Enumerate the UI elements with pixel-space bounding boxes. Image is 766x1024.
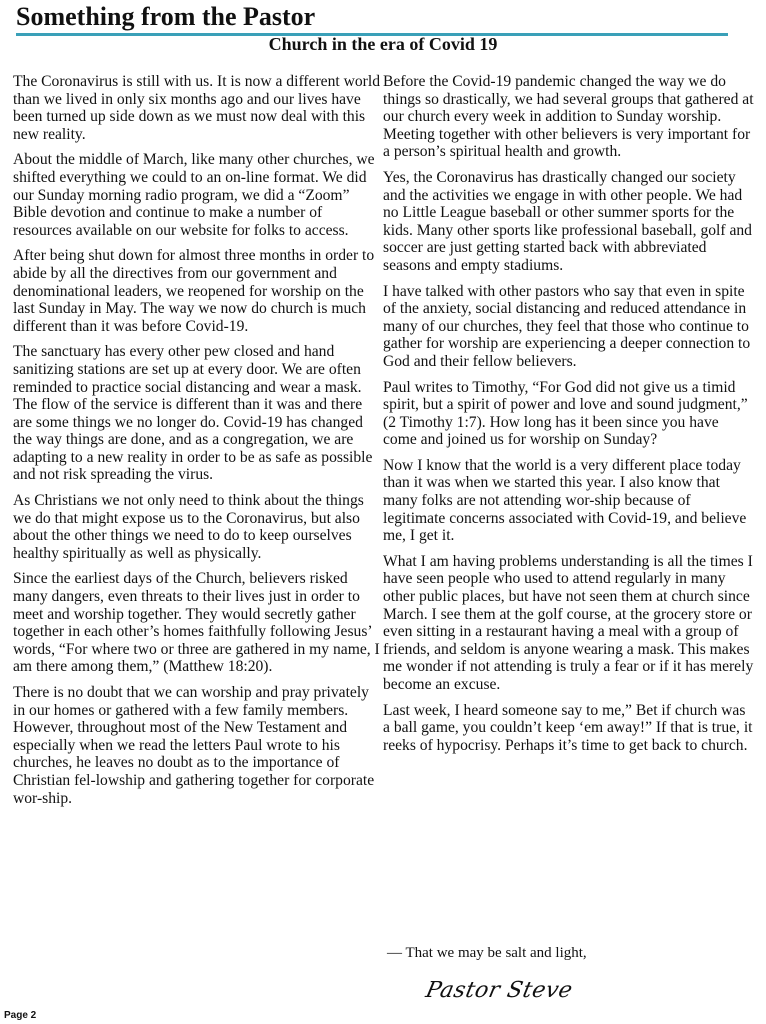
page-header (16, 2, 756, 36)
paragraph: Yes, the Coronavirus has drastically changed our society and the activities we engage in with other people. We had no Little League baseball or other summer sports for the kids. Many other sports like professional baseball, golf and soccer are just getting started back with abbreviated seasons and empty stadiums. (383, 168, 752, 274)
paragraph: About the middle of March, like many other churches, we shifted everything we could to an on-line format. We did our Sunday morning radio program, we did a “Zoom” Bible devotion and continue to make a number of resources available on our website for folks to access. (13, 151, 375, 239)
closing-line: — That we may be salt and light, (387, 945, 587, 961)
section-title: Something from the Pastor (16, 2, 316, 31)
paragraph: I have talked with other pastors who say that even in spite of the anxiety, social distancing and reduced attendance in many of our churches, they feel that those who continue to gather for worship are experiencing a deeper connection to God and their fellow believers. (383, 282, 751, 370)
paragraph: Paul writes to Timothy, “For God did not give us a timid spirit, but a spirit of power and love and sound judgment,” (2 Timothy 1:7). How long has it been since you have come and joined us for worship on Sunday? (383, 378, 748, 449)
pastor-signature: Pastor Steve (423, 978, 575, 1003)
paragraph: After being shut down for almost three months in order to abide by all the directives from our government and denominational leaders, we reopened for worship on the last Sunday in May. The way we now do church is much different than it was before Covid-19. (13, 247, 375, 335)
paragraph: What I am having problems understanding is all the times I have seen people who used to attend regularly in many other public places, but have not seen them at church since March. I see them at the golf course, at the grocery store or even sitting in a restaurant having a meal with a group of friends, and seldom is anyone wearing a mask. This makes me wonder if not attending is truly a fear or if it has merely become an excuse. (383, 552, 754, 693)
page-number: Page 2 (4, 1010, 37, 1021)
paragraph: Now I know that the world is a very different place today than it was when we started this year. I also know that many folks are not attending wor-ship because of legitimate concerns associated with Covid-19, and believe me, I get it. (383, 456, 747, 545)
paragraph: The Coronavirus is still with us. It is now a different world than we lived in only six months ago and our lives have been turned up side down as we must now deal with this new reality. (13, 73, 380, 143)
paragraph: As Christians we not only need to think about the things we do that might expose us to the Coronavirus, but also about the other things we need to do to keep ourselves healthy spiritually as well as physically. (13, 492, 364, 562)
paragraph: Since the earliest days of the Church, believers risked many dangers, even threats to their lives just in order to meet and worship together. They would secretly gather together in each other’s homes faithfully following Jesus’ words, “For where two or three are gathered in my name, I am there among them,” (Matthew 18:20). (13, 570, 380, 676)
paragraph: The sanctuary has every other pew closed and hand sanitizing stations are set up at every door. We are often reminded to practice social distancing and wear a mask. The flow of the service is different than it was and there are some things we no longer do. Covid-19 has changed the way things are done, and as a congregation, we are adapting to a new reality in order to be as safe as possible and not risk spreading the virus. (13, 343, 373, 484)
right-column (383, 73, 756, 762)
paragraph: Before the Covid-19 pandemic changed the way we do things so drastically, we had several groups that gathered at our church every week in addition to Sunday worship. Meeting together with other believers is very important for a person’s spiritual health and growth. (383, 73, 754, 161)
left-column (13, 73, 381, 815)
article-subtitle: Church in the era of Covid 19 (268, 34, 498, 54)
paragraph: There is no doubt that we can worship and pray privately in our homes or gathered with a few family members. However, throughout most of the New Testament and especially when we read the letters Paul wrote to his churches, he leaves no doubt as to the importance of Christian fel-lowship and gathering together for corporate wor-ship. (13, 684, 375, 807)
paragraph: Last week, I heard someone say to me,” Bet if church was a ball game, you couldn’t keep ‘em away!” If that is true, it reeks of hypocrisy. Perhaps it’s time to get back to church. (383, 701, 753, 754)
